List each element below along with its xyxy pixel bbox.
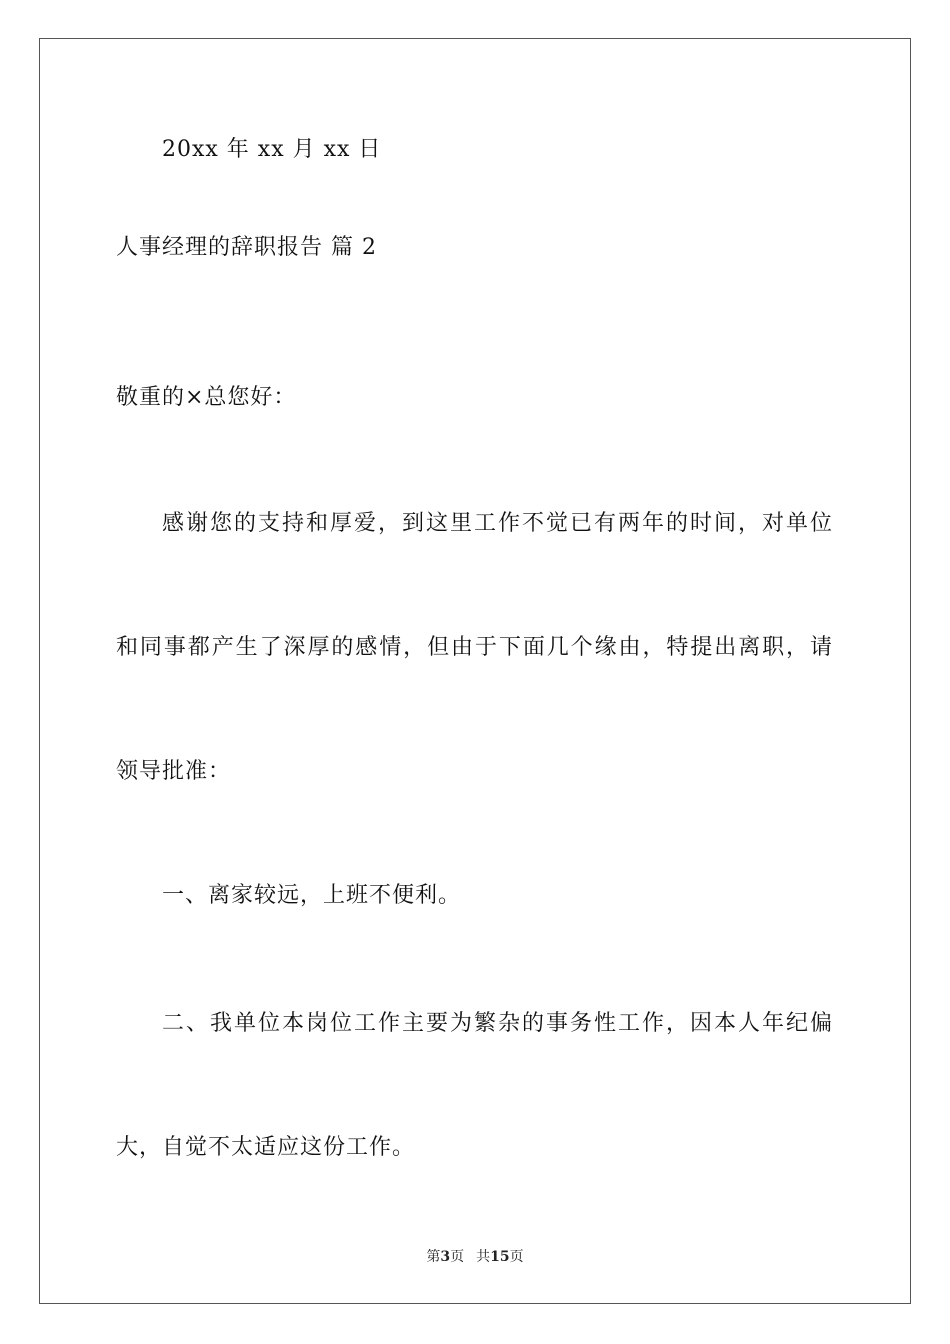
list-item: 二、我单位本岗位工作主要为繁杂的事务性工作，因本人年纪偏 — [162, 1011, 832, 1036]
paragraph-line: 感谢您的支持和厚爱，到这里工作不觉已有两年的时间，对单位 — [162, 511, 832, 536]
total-suffix: 页 — [509, 1249, 524, 1265]
total-prefix: 共 — [476, 1249, 491, 1265]
paragraph-line: 和同事都产生了深厚的感情，但由于下面几个缘由，特提出离职，请 — [116, 635, 832, 660]
paragraph-line: 领导批准： — [116, 759, 232, 784]
salutation: 敬重的×总您好： — [116, 385, 297, 410]
section-title: 人事经理的辞职报告 篇 2 — [116, 235, 377, 260]
page-prefix: 第 — [426, 1249, 441, 1265]
page-frame — [39, 38, 911, 1304]
page-suffix: 页 — [450, 1249, 465, 1265]
date-line: 20xx 年 xx 月 xx 日 — [162, 137, 382, 162]
page-total: 15 — [490, 1249, 510, 1265]
paragraph-line: 大，自觉不太适应这份工作。 — [116, 1135, 416, 1160]
page-footer — [0, 1248, 950, 1266]
page-current: 3 — [440, 1249, 451, 1265]
list-item: 一、离家较远，上班不便利。 — [162, 883, 462, 908]
